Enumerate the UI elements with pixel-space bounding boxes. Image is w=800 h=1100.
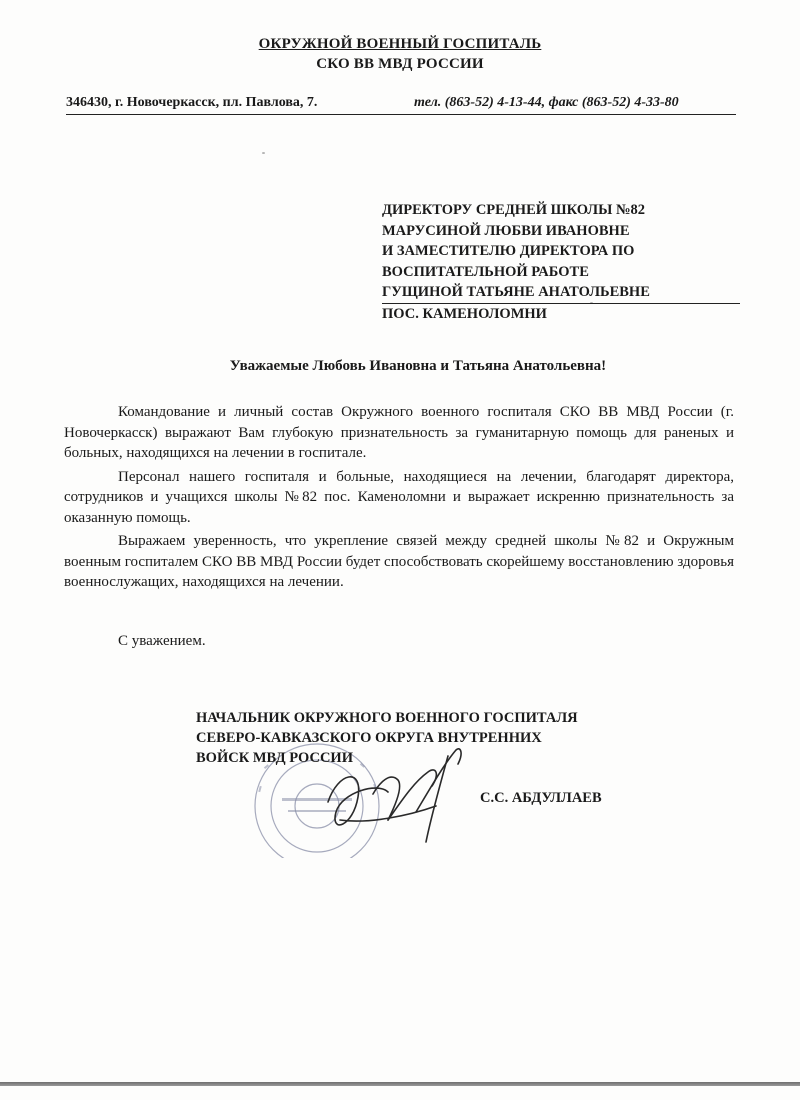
- address-line: [66, 95, 736, 115]
- body-paragraph: Персонал нашего госпиталя и больные, находящиеся на лечении, благодарят директора, сотрудников и учащихся школы №82 пос. Каменоломни и выражает искренню признательность за оказанную помощь.: [64, 468, 734, 526]
- signatory-title-line: НАЧАЛЬНИК ОКРУЖНОГО ВОЕННОГО ГОСПИТАЛЯ: [196, 710, 578, 726]
- signatory-title-line: СЕВЕРО-КАВКАЗСКОГО ОКРУГА ВНУТРЕННИХ: [196, 730, 542, 746]
- recipient-block: [382, 200, 738, 324]
- signatory-title-line: ВОЙСК МВД РОССИИ: [196, 750, 353, 766]
- signatory-name: С.С. АБДУЛЛАЕВ: [480, 790, 602, 806]
- recipient-line: ВОСПИТАТЕЛЬНОЙ РАБОТЕ: [382, 263, 589, 280]
- recipient-line: ДИРЕКТОРУ СРЕДНЕЙ ШКОЛЫ №82: [382, 202, 646, 218]
- letter-body: [64, 402, 734, 596]
- handwritten-signature-icon: [318, 742, 488, 852]
- closing: С уважением.: [118, 633, 206, 649]
- body-paragraph: Командование и личный состав Окружного военного госпиталя СКО ВВ МВД России (г. Новочеркасск) выражают Вам глубокую признательность за гуманитарную помощь для раненых и больных, находящихся на лечении в госпитале.: [64, 404, 734, 461]
- address-street: 346430, г. Новочеркасск, пл. Павлова, 7.: [66, 95, 318, 110]
- address-phone: тел. (863-52) 4-13-44, факс (863-52) 4-33-80: [414, 95, 679, 110]
- recipient-line: МАРУСИНОЙ ЛЮБВИ ИВАНОВНЕ: [382, 222, 630, 239]
- body-paragraph: Выражаем уверенность, что укрепление связей между средней школы №82 и Окружным военным госпиталем СКО ВВ МВД России будет способствовать скорейшему восстановлению здоровья военнослужащих, находящихся на лечении.: [64, 533, 734, 590]
- greeting: Уважаемые Любовь Ивановна и Татьяна Анатольевна!: [229, 358, 607, 374]
- letterhead-line-1: ОКРУЖНОЙ ВОЕННЫЙ ГОСПИТАЛЬ: [258, 36, 542, 52]
- scan-speck: [262, 152, 265, 154]
- letterhead-subtitle: СКО ВВ МВД РОССИИ: [316, 56, 484, 72]
- recipient-line: И ЗАМЕСТИТЕЛЮ ДИРЕКТОРА ПО: [382, 243, 635, 259]
- recipient-line: ПОС. КАМЕНОЛОМНИ: [382, 305, 547, 322]
- letterhead-title: [0, 36, 800, 53]
- recipient-line: ГУЩИНОЙ ТАТЬЯНЕ АНАТОЛЬЕВНЕ: [382, 282, 740, 304]
- page-bottom-rule: [0, 1082, 800, 1086]
